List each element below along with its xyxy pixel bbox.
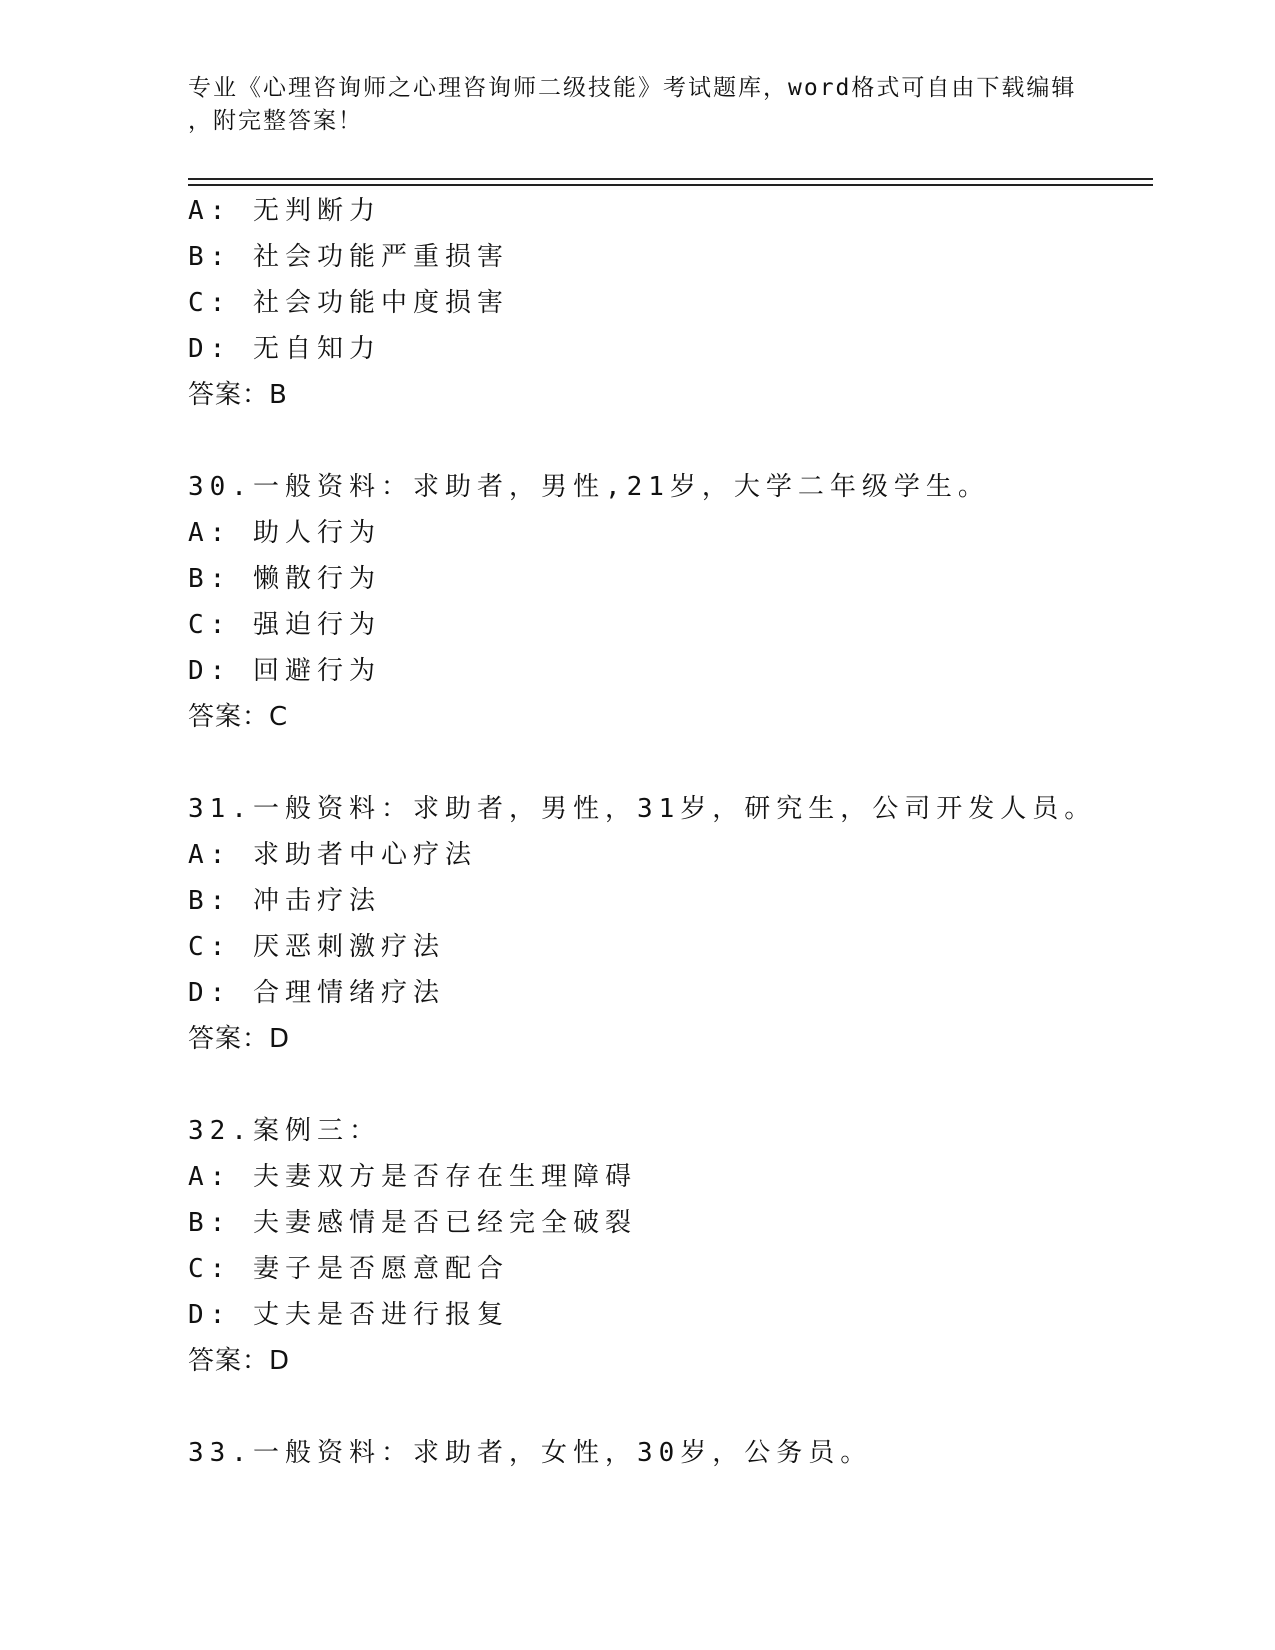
question-block	[188, 188, 1148, 418]
option-c: C: 妻子是否愿意配合	[188, 1254, 509, 1284]
header-title-line-1: 专业《心理咨询师之心理咨询师二级技能》考试题库，word格式可自由下载编辑	[188, 75, 1077, 101]
question-block	[188, 786, 1148, 1062]
option-b: B: 懒散行为	[188, 564, 381, 594]
question-block	[188, 1430, 1148, 1476]
answer-line: 答案：B	[188, 380, 288, 410]
option-d: D: 回避行为	[188, 656, 381, 686]
question-list	[188, 188, 1148, 1476]
option-d: D: 合理情绪疗法	[188, 978, 445, 1008]
option-a: A: 无判断力	[188, 196, 381, 226]
option-d: D: 丈夫是否进行报复	[188, 1300, 509, 1330]
option-a: A: 求助者中心疗法	[188, 840, 477, 870]
spacer	[188, 1062, 1148, 1108]
question-block	[188, 464, 1148, 740]
option-b: B: 冲击疗法	[188, 886, 381, 916]
spacer	[188, 740, 1148, 786]
question-stem: 33.一般资料：求助者，女性，30岁，公务员。	[188, 1438, 873, 1468]
option-c: C: 强迫行为	[188, 610, 381, 640]
header-divider-bottom	[188, 184, 1153, 186]
header-divider-top	[188, 178, 1153, 180]
option-a: A: 助人行为	[188, 518, 381, 548]
spacer	[188, 1384, 1148, 1430]
answer-line: 答案：D	[188, 1024, 291, 1054]
document-header	[188, 72, 1088, 138]
option-b: B: 夫妻感情是否已经完全破裂	[188, 1208, 637, 1238]
option-a: A: 夫妻双方是否存在生理障碍	[188, 1162, 637, 1192]
answer-line: 答案：D	[188, 1346, 291, 1376]
option-b: B: 社会功能严重损害	[188, 242, 509, 272]
spacer	[188, 418, 1148, 464]
question-stem: 30.一般资料：求助者，男性,21岁，大学二年级学生。	[188, 472, 990, 502]
question-stem: 31.一般资料：求助者，男性，31岁，研究生，公司开发人员。	[188, 794, 1097, 824]
option-c: C: 社会功能中度损害	[188, 288, 509, 318]
header-title-line-2: ，附完整答案！	[188, 108, 363, 134]
question-stem: 32.案例三：	[188, 1116, 381, 1146]
answer-line: 答案：C	[188, 702, 289, 732]
question-block	[188, 1108, 1148, 1384]
option-c: C: 厌恶刺激疗法	[188, 932, 445, 962]
option-d: D: 无自知力	[188, 334, 381, 364]
